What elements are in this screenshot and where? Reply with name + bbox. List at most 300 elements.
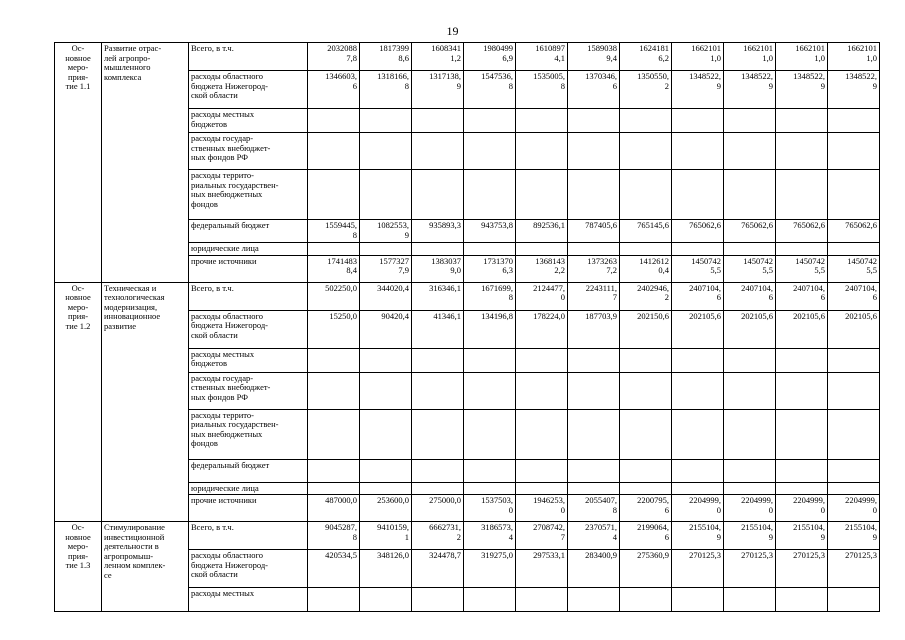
- value-cell: [724, 43, 776, 71]
- text-line: Ос-: [71, 282, 85, 293]
- value-cell: [360, 482, 412, 495]
- funding-source-label: [189, 220, 308, 243]
- text-line: 4: [612, 531, 617, 542]
- value-cell: [672, 43, 724, 71]
- value-cell: [724, 372, 776, 409]
- value-cell: [464, 220, 516, 243]
- text-line: 1741483: [327, 255, 357, 266]
- table-row: [55, 43, 880, 71]
- text-line: 765145,6: [637, 220, 669, 230]
- text-line: 4: [508, 531, 513, 542]
- text-line: 6,2: [658, 52, 669, 63]
- text-line: 297533,1: [533, 550, 565, 560]
- value-cell: [828, 133, 880, 170]
- text-line: 1318166,: [377, 71, 409, 81]
- value-cell: [412, 220, 464, 243]
- value-cell: [620, 522, 672, 550]
- value-cell: [308, 133, 360, 170]
- text-line: прия-: [67, 311, 89, 321]
- text-line: 1662101: [743, 43, 773, 53]
- text-line: 8: [508, 80, 513, 91]
- value-cell: [776, 71, 828, 109]
- text-line: 8: [612, 504, 617, 515]
- text-line: мышленного: [104, 62, 151, 72]
- text-line: 1373263: [587, 255, 617, 266]
- text-line: 202150,6: [637, 310, 669, 321]
- value-cell: [620, 43, 672, 71]
- value-cell: [412, 170, 464, 220]
- value-cell: [672, 243, 724, 256]
- text-line: 1348522,: [793, 71, 825, 81]
- value-cell: [620, 170, 672, 220]
- value-cell: [464, 255, 516, 282]
- text-line: 9,0: [450, 265, 461, 275]
- measure-name: [102, 282, 189, 522]
- text-line: ской области: [191, 329, 238, 340]
- value-cell: [672, 495, 724, 522]
- text-line: 487000,0: [325, 495, 357, 505]
- text-line: 2204999,: [689, 495, 721, 505]
- text-line: расходы государ-: [191, 133, 254, 143]
- value-cell: [724, 495, 776, 522]
- text-line: 892536,1: [533, 220, 565, 230]
- value-cell: [568, 372, 620, 409]
- table-row: [55, 282, 880, 310]
- text-line: 1450742: [743, 255, 773, 266]
- measure-code: [55, 43, 102, 283]
- text-line: 6: [352, 80, 357, 91]
- text-line: 0: [560, 292, 565, 302]
- value-cell: [828, 409, 880, 459]
- text-line: 6: [612, 80, 617, 91]
- value-cell: [516, 550, 568, 588]
- value-cell: [360, 71, 412, 109]
- text-line: 7,9: [398, 265, 409, 275]
- funding-source-label: [189, 170, 308, 220]
- value-cell: [308, 43, 360, 71]
- value-cell: [672, 459, 724, 482]
- text-line: 1671699,: [481, 282, 513, 293]
- text-line: 187703,9: [585, 310, 617, 321]
- text-line: 4,1: [554, 52, 565, 63]
- text-line: бюджета Нижегород-: [191, 559, 268, 570]
- text-line: 202105,6: [845, 310, 877, 321]
- value-cell: [308, 220, 360, 243]
- text-line: 1547536,: [481, 71, 513, 81]
- funding-source-label: [189, 482, 308, 495]
- value-cell: [672, 550, 724, 588]
- text-line: 6: [664, 504, 669, 515]
- value-cell: [516, 109, 568, 133]
- value-cell: [828, 282, 880, 310]
- text-line: 15250,0: [329, 310, 357, 321]
- text-line: прия-: [67, 71, 89, 82]
- funding-source-label: [189, 43, 308, 71]
- text-line: бюджета Нижегород-: [191, 80, 268, 91]
- text-line: 2: [456, 531, 461, 542]
- text-line: 0,4: [658, 265, 669, 275]
- text-line: новное: [65, 292, 91, 302]
- value-cell: [568, 282, 620, 310]
- value-cell: [776, 482, 828, 495]
- funding-source-label: [189, 109, 308, 133]
- funding-source-label: [189, 409, 308, 459]
- value-cell: [308, 482, 360, 495]
- value-cell: [308, 282, 360, 310]
- text-line: расходы государ-: [191, 372, 254, 383]
- text-line: Развитие отрас-: [104, 43, 162, 53]
- text-line: 270125,3: [689, 550, 721, 560]
- value-cell: [568, 522, 620, 550]
- value-cell: [672, 310, 724, 348]
- value-cell: [672, 409, 724, 459]
- text-line: 0: [820, 504, 825, 515]
- value-cell: [620, 459, 672, 482]
- text-line: 1589038: [587, 43, 617, 53]
- text-line: 1450742: [795, 255, 825, 266]
- value-cell: [620, 409, 672, 459]
- value-cell: [464, 588, 516, 612]
- value-cell: [620, 71, 672, 109]
- value-cell: [724, 522, 776, 550]
- text-line: 1348522,: [845, 71, 877, 81]
- value-cell: [516, 43, 568, 71]
- value-cell: [776, 310, 828, 348]
- value-cell: [308, 170, 360, 220]
- text-line: меро-: [67, 62, 89, 72]
- text-line: ской области: [191, 569, 238, 579]
- text-line: 1,2: [450, 52, 461, 63]
- text-line: 1,0: [762, 52, 773, 63]
- value-cell: [568, 459, 620, 482]
- text-line: тие 1.2: [65, 320, 91, 331]
- funding-source-label: [189, 588, 308, 612]
- text-line: 8,6: [398, 52, 409, 63]
- value-cell: [412, 43, 464, 71]
- text-line: 1,0: [710, 52, 721, 63]
- text-line: новное: [65, 52, 91, 63]
- text-line: 9: [768, 531, 773, 542]
- value-cell: [568, 109, 620, 133]
- text-line: 8: [560, 80, 565, 91]
- text-line: расходы областного: [191, 310, 263, 321]
- text-line: 2155104,: [741, 522, 773, 532]
- text-line: 6: [716, 292, 721, 302]
- value-cell: [516, 482, 568, 495]
- value-cell: [308, 348, 360, 372]
- text-line: ных фондов РФ: [191, 391, 248, 402]
- text-line: прочие источники: [191, 255, 257, 266]
- text-line: 2407104,: [845, 282, 877, 293]
- text-line: меро-: [67, 301, 89, 312]
- value-cell: [568, 243, 620, 256]
- text-line: 2199064,: [637, 522, 669, 532]
- text-line: 1317138,: [429, 71, 461, 81]
- value-cell: [672, 482, 724, 495]
- text-line: юридические лица: [191, 482, 259, 493]
- value-cell: [308, 495, 360, 522]
- value-cell: [828, 310, 880, 348]
- value-cell: [516, 348, 568, 372]
- value-cell: [308, 109, 360, 133]
- text-line: 1662101: [795, 43, 825, 53]
- text-line: 6: [820, 292, 825, 302]
- text-line: 2124477,: [533, 282, 565, 293]
- value-cell: [464, 310, 516, 348]
- value-cell: [776, 372, 828, 409]
- value-cell: [308, 71, 360, 109]
- funding-source-label: [189, 133, 308, 170]
- text-line: 935893,3: [429, 220, 461, 230]
- text-line: 178224,0: [533, 310, 565, 321]
- value-cell: [828, 588, 880, 612]
- value-cell: [828, 170, 880, 220]
- text-line: 0: [768, 504, 773, 515]
- text-line: 7: [612, 292, 617, 302]
- value-cell: [412, 255, 464, 282]
- value-cell: [828, 243, 880, 256]
- value-cell: [776, 522, 828, 550]
- page-number: 19: [446, 24, 459, 38]
- value-cell: [516, 282, 568, 310]
- text-line: 0: [872, 504, 877, 515]
- text-line: 1412612: [639, 255, 669, 266]
- text-line: 1: [404, 531, 409, 542]
- text-line: 7,8: [346, 52, 357, 63]
- value-cell: [620, 282, 672, 310]
- value-cell: [516, 495, 568, 522]
- text-line: 41346,1: [433, 310, 461, 321]
- value-cell: [360, 109, 412, 133]
- value-cell: [724, 550, 776, 588]
- text-line: 253600,0: [377, 495, 409, 505]
- value-cell: [412, 495, 464, 522]
- value-cell: [516, 170, 568, 220]
- funding-source-label: [189, 372, 308, 409]
- value-cell: [828, 550, 880, 588]
- table-row: [55, 522, 880, 550]
- text-line: 6: [872, 292, 877, 302]
- value-cell: [464, 550, 516, 588]
- text-line: 0: [508, 504, 513, 515]
- value-cell: [516, 71, 568, 109]
- text-line: прочие источники: [191, 495, 257, 505]
- text-line: 9: [716, 80, 721, 91]
- value-cell: [776, 409, 828, 459]
- funding-source-label: [189, 310, 308, 348]
- text-line: 1624181: [639, 43, 669, 53]
- text-line: 420534,5: [325, 550, 357, 560]
- text-line: 2370571,: [585, 522, 617, 532]
- text-line: 7,2: [606, 265, 617, 275]
- text-line: 1348522,: [741, 71, 773, 81]
- value-cell: [516, 310, 568, 348]
- value-cell: [568, 71, 620, 109]
- value-cell: [724, 348, 776, 372]
- text-line: ных фондов РФ: [191, 152, 248, 162]
- value-cell: [516, 255, 568, 282]
- value-cell: [412, 588, 464, 612]
- text-line: 9: [820, 80, 825, 91]
- value-cell: [516, 522, 568, 550]
- text-line: 9045287,: [325, 522, 357, 532]
- text-line: 1662101: [691, 43, 721, 53]
- text-line: ленном комплек-: [104, 560, 166, 570]
- text-line: 1946253,: [533, 495, 565, 505]
- text-line: 6: [768, 292, 773, 302]
- value-cell: [828, 71, 880, 109]
- value-cell: [516, 133, 568, 170]
- value-cell: [776, 170, 828, 220]
- value-cell: [776, 348, 828, 372]
- funding-source-label: [189, 348, 308, 372]
- value-cell: [412, 133, 464, 170]
- text-line: 5,5: [866, 265, 877, 275]
- text-line: 2032088: [327, 43, 357, 53]
- funding-source-label: [189, 550, 308, 588]
- text-line: риальных государствен-: [191, 179, 279, 190]
- value-cell: [360, 588, 412, 612]
- text-line: 202105,6: [689, 310, 721, 321]
- value-cell: [308, 255, 360, 282]
- text-line: 2155104,: [793, 522, 825, 532]
- value-cell: [776, 109, 828, 133]
- funding-source-label: [189, 459, 308, 482]
- value-cell: [568, 348, 620, 372]
- text-line: 5,5: [710, 265, 721, 275]
- value-cell: [776, 220, 828, 243]
- value-cell: [724, 409, 776, 459]
- value-cell: [360, 459, 412, 482]
- value-cell: [360, 255, 412, 282]
- value-cell: [516, 459, 568, 482]
- text-line: 9: [872, 531, 877, 542]
- text-line: технологическая: [104, 292, 165, 302]
- text-line: 1,0: [814, 52, 825, 63]
- value-cell: [412, 348, 464, 372]
- text-line: развитие: [104, 320, 136, 331]
- text-line: 2155104,: [689, 522, 721, 532]
- value-cell: [724, 459, 776, 482]
- text-line: ных внебюджетных: [191, 428, 263, 439]
- value-cell: [360, 550, 412, 588]
- value-cell: [568, 255, 620, 282]
- text-line: 2,2: [554, 265, 565, 275]
- value-cell: [672, 71, 724, 109]
- text-line: ственных внебюджет-: [191, 142, 271, 153]
- text-line: 6: [664, 531, 669, 542]
- text-line: 2407104,: [689, 282, 721, 293]
- text-line: 1450742: [691, 255, 721, 266]
- value-cell: [724, 243, 776, 256]
- value-cell: [828, 220, 880, 243]
- text-line: 7: [560, 531, 565, 542]
- value-cell: [464, 482, 516, 495]
- text-line: 9: [872, 80, 877, 91]
- text-line: 5,5: [762, 265, 773, 275]
- text-line: 270125,3: [845, 550, 877, 560]
- value-cell: [464, 348, 516, 372]
- text-line: 90420,4: [381, 310, 409, 321]
- funding-source-label: [189, 255, 308, 282]
- value-cell: [828, 372, 880, 409]
- text-line: фондов: [191, 438, 218, 448]
- text-line: деятельности в: [104, 541, 159, 551]
- value-cell: [464, 522, 516, 550]
- value-cell: [412, 71, 464, 109]
- text-line: 2708742,: [533, 522, 565, 532]
- text-line: инновационное: [104, 311, 161, 321]
- value-cell: [464, 372, 516, 409]
- value-cell: [412, 282, 464, 310]
- text-line: 1346603,: [325, 71, 357, 81]
- text-line: 0: [716, 504, 721, 515]
- text-line: меро-: [67, 541, 89, 551]
- text-line: Всего, в т.ч.: [191, 282, 234, 293]
- text-line: Ос-: [71, 43, 85, 53]
- value-cell: [620, 220, 672, 243]
- text-line: 344020,4: [377, 282, 409, 293]
- text-line: 9: [768, 80, 773, 91]
- value-cell: [360, 220, 412, 243]
- value-cell: [568, 409, 620, 459]
- text-line: расходы областного: [191, 550, 263, 560]
- value-cell: [828, 522, 880, 550]
- value-cell: [516, 588, 568, 612]
- value-cell: [412, 372, 464, 409]
- text-line: 2243111,: [585, 282, 617, 293]
- text-line: комплекса: [104, 71, 142, 82]
- value-cell: [516, 409, 568, 459]
- text-line: 787405,6: [585, 220, 617, 230]
- text-line: 1577327: [379, 255, 409, 266]
- text-line: модернизация,: [104, 301, 158, 312]
- value-cell: [464, 243, 516, 256]
- text-line: 1370346,: [585, 71, 617, 81]
- value-cell: [360, 170, 412, 220]
- value-cell: [568, 43, 620, 71]
- text-line: агропромыш-: [104, 550, 154, 561]
- text-line: 9: [404, 229, 409, 240]
- value-cell: [724, 170, 776, 220]
- text-line: 0: [560, 504, 565, 515]
- value-cell: [464, 133, 516, 170]
- value-cell: [464, 409, 516, 459]
- text-line: 765062,6: [845, 220, 877, 230]
- value-cell: [672, 348, 724, 372]
- value-cell: [672, 133, 724, 170]
- value-cell: [776, 133, 828, 170]
- text-line: Всего, в т.ч.: [191, 522, 234, 532]
- value-cell: [308, 459, 360, 482]
- text-line: 2055407,: [585, 495, 617, 505]
- value-cell: [568, 588, 620, 612]
- budget-table: [54, 42, 880, 612]
- value-cell: [464, 282, 516, 310]
- value-cell: [620, 348, 672, 372]
- value-cell: [516, 243, 568, 256]
- text-line: 9410159,: [377, 522, 409, 532]
- text-line: 1559445,: [325, 220, 357, 230]
- value-cell: [620, 310, 672, 348]
- text-line: 943753,8: [481, 220, 513, 230]
- value-cell: [412, 459, 464, 482]
- text-line: 2407104,: [793, 282, 825, 293]
- value-cell: [308, 310, 360, 348]
- value-cell: [308, 522, 360, 550]
- value-cell: [412, 409, 464, 459]
- text-line: ственных внебюджет-: [191, 382, 271, 392]
